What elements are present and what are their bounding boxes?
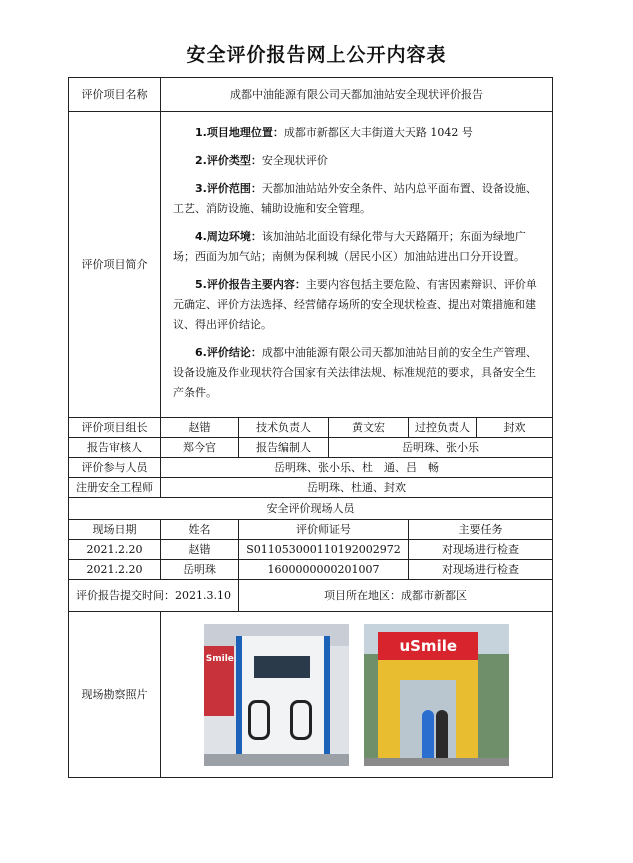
- site-header-date: 现场日期: [69, 520, 161, 540]
- store-sign: uSmile: [378, 632, 478, 660]
- site-header-task: 主要任务: [409, 520, 553, 540]
- site-header-name: 姓名: [161, 520, 239, 540]
- table-row: [69, 478, 553, 498]
- photos-label: 现场勘察照片: [69, 612, 161, 778]
- engineer-label: 注册安全工程师: [69, 478, 161, 498]
- pump-screen-shape: [254, 656, 310, 678]
- engineer-value: 岳明珠、杜通、封欢: [161, 478, 553, 498]
- site-cell: 对现场进行检查: [409, 560, 553, 580]
- process-value: 封欢: [477, 418, 553, 438]
- fuel-pump-shape: [236, 636, 330, 766]
- writer-value: 岳明珠、张小乐: [329, 438, 553, 458]
- person-figure: [436, 710, 448, 762]
- site-cell: 岳明珠: [161, 560, 239, 580]
- intro-item: [173, 227, 544, 267]
- intro-item: [173, 275, 544, 335]
- intro-item-head: 2.评价类型：: [195, 153, 262, 167]
- reviewer-value: 郑今官: [161, 438, 239, 458]
- process-label: 过控负责人: [409, 418, 477, 438]
- table-row: [69, 418, 553, 438]
- site-cell: S011053000110192002972: [239, 540, 409, 560]
- participants-value: 岳明珠、张小乐、杜 通、吕 畅: [161, 458, 553, 478]
- project-name-label: 评价项目名称: [69, 78, 161, 112]
- page-title: 安全评价报告网上公开内容表: [186, 44, 447, 66]
- site-cell: 赵锴: [161, 540, 239, 560]
- intro-item-text: 成都市新都区大丰街道大天路 1042 号: [283, 125, 473, 139]
- site-header-cert: 评价师证号: [239, 520, 409, 540]
- table-row: [69, 540, 553, 560]
- participants-label: 评价参与人员: [69, 458, 161, 478]
- fuel-pump-photo: [204, 624, 349, 766]
- leader-label: 评价项目组长: [69, 418, 161, 438]
- submit-date: 评价报告提交时间：2021.3.10: [69, 580, 239, 612]
- store-shape: [378, 632, 478, 766]
- intro-item: [173, 151, 544, 171]
- table-row: [69, 458, 553, 478]
- intro-item-head: 6.评价结论：: [195, 345, 262, 359]
- intro-item: [173, 123, 544, 143]
- person-figure: [422, 710, 434, 762]
- table-row: [69, 580, 553, 612]
- shop-shape: [204, 646, 234, 716]
- intro-item-head: 5.评价报告主要内容：: [195, 277, 306, 291]
- ground-shape: [204, 754, 349, 766]
- writer-label: 报告编制人: [239, 438, 329, 458]
- intro-item-text: 安全现状评价: [261, 153, 328, 167]
- project-name-value: 成都中油能源有限公司天都加油站安全现状评价报告: [161, 78, 553, 112]
- table-header-row: [69, 520, 553, 540]
- table-row: [69, 438, 553, 458]
- site-cell: 2021.2.20: [69, 540, 161, 560]
- site-cell: 对现场进行检查: [409, 540, 553, 560]
- table-row: [69, 612, 553, 778]
- shop-sign-text: Smile: [205, 653, 234, 664]
- site-section-title: 安全评价现场人员: [69, 498, 553, 520]
- intro-item-head: 4.周边环境：: [195, 229, 262, 243]
- disclosure-table: [68, 77, 553, 778]
- nozzle-shape: [290, 700, 312, 740]
- store-photo: [364, 624, 509, 766]
- intro-item-head: 3.评价范围：: [195, 181, 262, 195]
- intro-item-text: 主要内容包括主要危险、有害因素辩识、评价单元确定、评价方法选择、经营储存场所的安全现状检查、提出对策措施和建议、得出评价结论。: [173, 277, 537, 331]
- table-row: [69, 498, 553, 520]
- table-row: [69, 112, 553, 418]
- intro-item: [173, 343, 544, 403]
- nozzle-shape: [248, 700, 270, 740]
- intro-content: [161, 112, 553, 418]
- tech-value: 黄文宏: [329, 418, 409, 438]
- leader-value: 赵锴: [161, 418, 239, 438]
- table-row: [69, 560, 553, 580]
- intro-item-text: 成都中油能源有限公司天都加油站目前的安全生产管理、设备设施及作业现状符合国家有关法律法规、标准规范的要求，具备安全生产条件。: [173, 345, 537, 399]
- tech-label: 技术负责人: [239, 418, 329, 438]
- intro-item-text: 该加油站北面设有绿化带与大天路隔开；东面为绿地广场；西面为加气站；南侧为保利城（居民小区）加油站进出口分开设置。: [173, 229, 526, 263]
- ground-shape: [364, 758, 509, 766]
- photos-cell: [161, 612, 553, 778]
- intro-item: [173, 179, 544, 219]
- intro-label: 评价项目简介: [69, 112, 161, 418]
- site-cell: 2021.2.20: [69, 560, 161, 580]
- table-row: [69, 78, 553, 112]
- project-location: 项目所在地区：成都市新都区: [239, 580, 553, 612]
- site-cell: 1600000000201007: [239, 560, 409, 580]
- reviewer-label: 报告审核人: [69, 438, 161, 458]
- intro-item-text: 天都加油站站外安全条件、站内总平面布置、设备设施、工艺、消防设施、辅助设施和安全管理。: [173, 181, 537, 215]
- intro-item-head: 1.项目地理位置：: [195, 125, 284, 139]
